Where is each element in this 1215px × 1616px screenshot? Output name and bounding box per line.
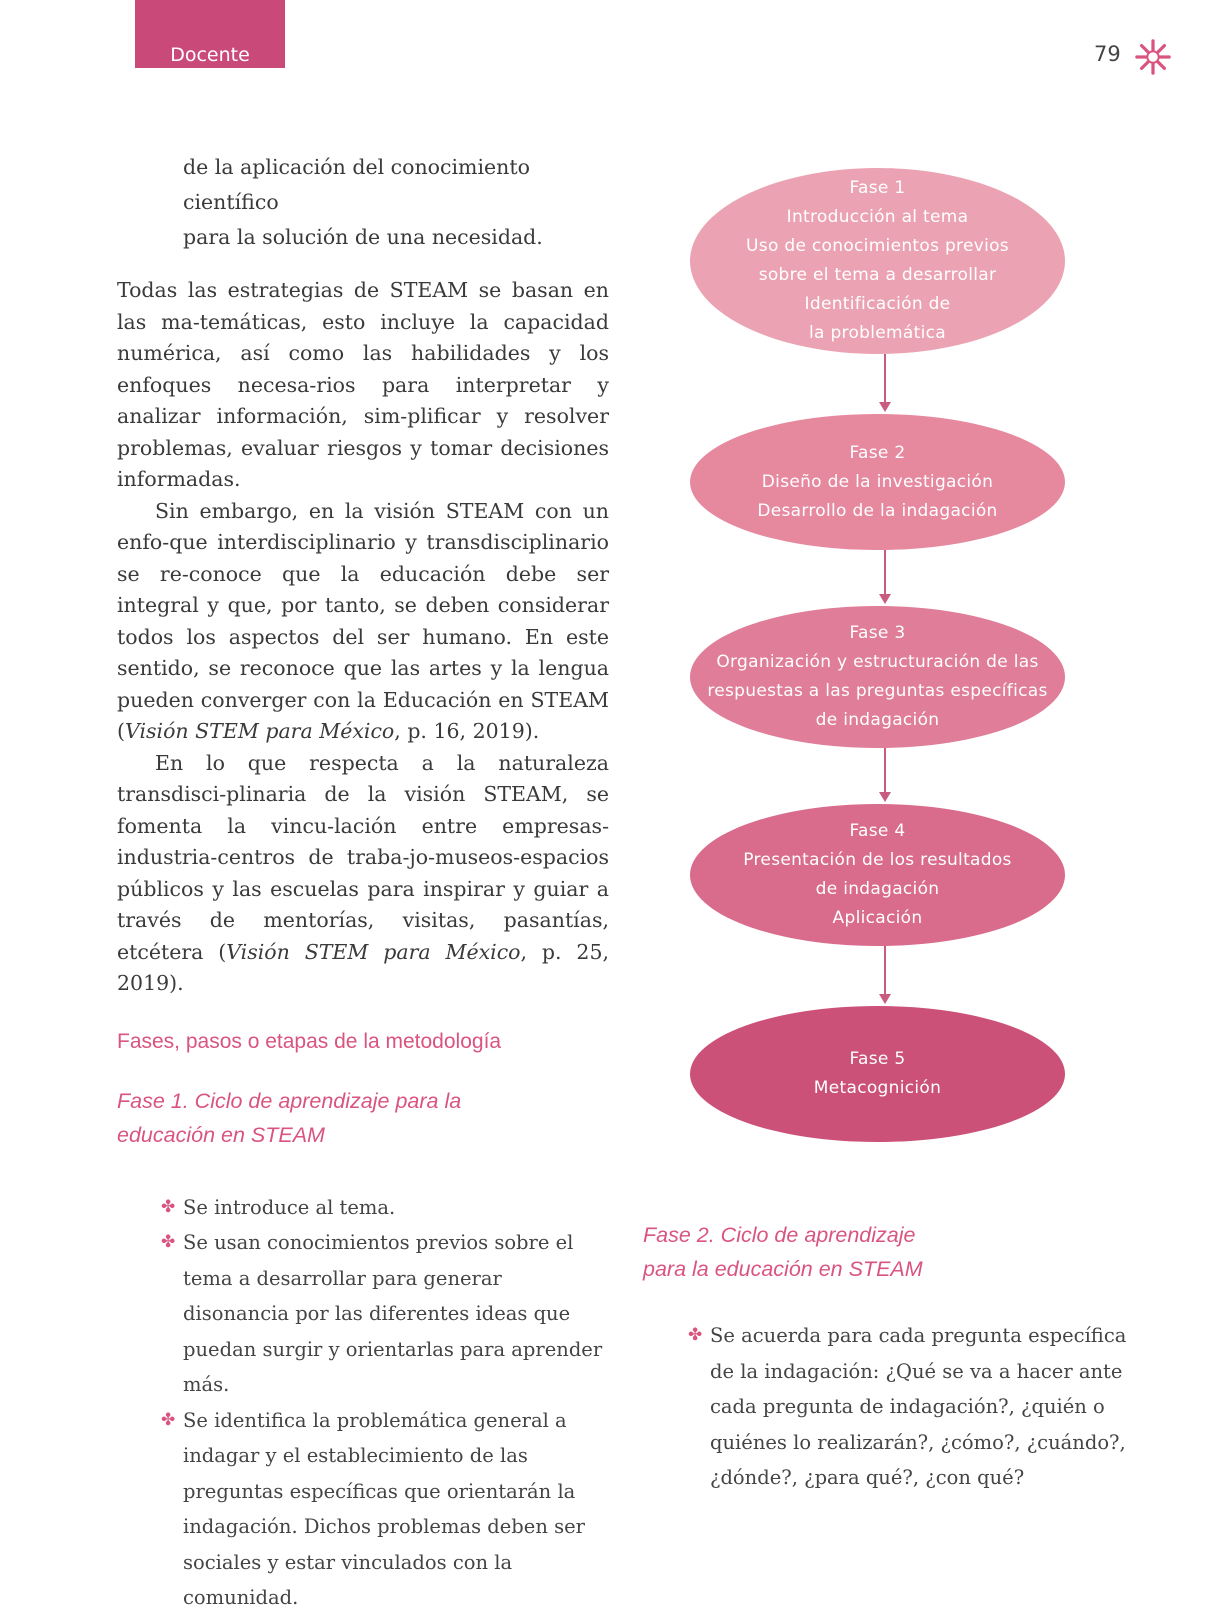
fase2-bullets (688, 1318, 1128, 1496)
fase1-bullets (161, 1190, 609, 1616)
paragraph-1: Todas las estrategias de STEAM se basan en las ma-temáticas, esto incluye la capacidad numérica, así como las habilidades y los enfoques necesa-rios para interpretar y analizar información, sim-plificar y resolver problemas, evaluar riesgos y tomar decisiones informadas. (117, 278, 609, 491)
continued-text (117, 150, 609, 255)
flower-icon (1134, 38, 1172, 76)
list-item: ✤ Se identifica la problemática general a indagar y el establecimiento de las preguntas específicas que orientarán la indagación. Dichos problemas deben ser sociales y estar vinculados con la comunidad. (161, 1403, 609, 1616)
section-tab-label: Docente (170, 44, 250, 66)
arrow-connector (884, 550, 886, 602)
arrow-connector (884, 946, 886, 1002)
phase-node-5: Fase 5 Metacognición (690, 1006, 1065, 1142)
page-number: 79 (1094, 42, 1121, 66)
bullet-icon: ✤ (688, 1325, 703, 1345)
bullet-icon: ✤ (161, 1232, 176, 1252)
arrow-connector (884, 354, 886, 410)
arrow-connector (884, 748, 886, 800)
paragraph-3: En lo que respecta a la naturaleza transdisci-plinaria de la visión STEAM, se fomenta la vincu-lación entre empresas-industria-centros de traba-jo-museos-espacios públicos y las escuelas para inspirar y guiar a través de mentorías, visitas, pasantías, etcétera (Visión STEM para México, p. 25, 2019). (117, 750, 609, 995)
phase-node-3: Fase 3 Organización y estructuración de las respuestas a las preguntas específicas de indagación (690, 606, 1065, 748)
bullet-icon: ✤ (161, 1409, 176, 1430)
phase-node-4: Fase 4 Presentación de los resultados de indagación Aplicación (690, 804, 1065, 946)
continued-line: para la solución de una necesidad. (183, 225, 543, 249)
phase-node-2: Fase 2 Diseño de la investigación Desarrollo de la indagación (690, 414, 1065, 550)
left-column (117, 150, 609, 1616)
list-item: ✤ Se acuerda para cada pregunta específica de la indagación: ¿Qué se va a hacer ante cada pregunta de indagación?, ¿quién o quiénes lo realizarán?, ¿cómo?, ¿cuándo?, ¿dónde?, ¿para qué?, ¿con qué? (688, 1318, 1128, 1496)
bullet-icon: ✤ (161, 1196, 176, 1217)
section-tab (135, 0, 285, 68)
fase1-subheading: Fase 1. Ciclo de aprendizaje para la educación en STEAM (117, 1088, 462, 1147)
phase-node-1: Fase 1 Introducción al tema Uso de conocimientos previos sobre el tema a desarrollar Identificación de la problemática (690, 168, 1065, 354)
section-heading: Fases, pasos o etapas de la metodología (117, 1029, 502, 1053)
fase2-subheading: Fase 2. Ciclo de aprendizaje para la educación en STEAM (643, 1223, 923, 1281)
phase-flow-diagram (690, 160, 1080, 1160)
paragraph-2: Sin embargo, en la visión STEAM con un enfo-que interdisciplinario y transdisciplinario se re-conoce que la educación debe ser integral y que, por tanto, se deben considerar todos los aspectos del ser humano. En este sentido, se reconoce que las artes y la lengua pueden converger con la Educación en STEAM (Visión STEM para México, p. 16, 2019). (117, 498, 609, 743)
continued-line: de la aplicación del conocimiento científico (183, 155, 530, 214)
list-item: ✤ Se usan conocimientos previos sobre el tema a desarrollar para generar disonancia por las diferentes ideas que puedan surgir y orientarlas para aprender más. (161, 1225, 609, 1403)
list-item: ✤ Se introduce al tema. (161, 1190, 609, 1226)
